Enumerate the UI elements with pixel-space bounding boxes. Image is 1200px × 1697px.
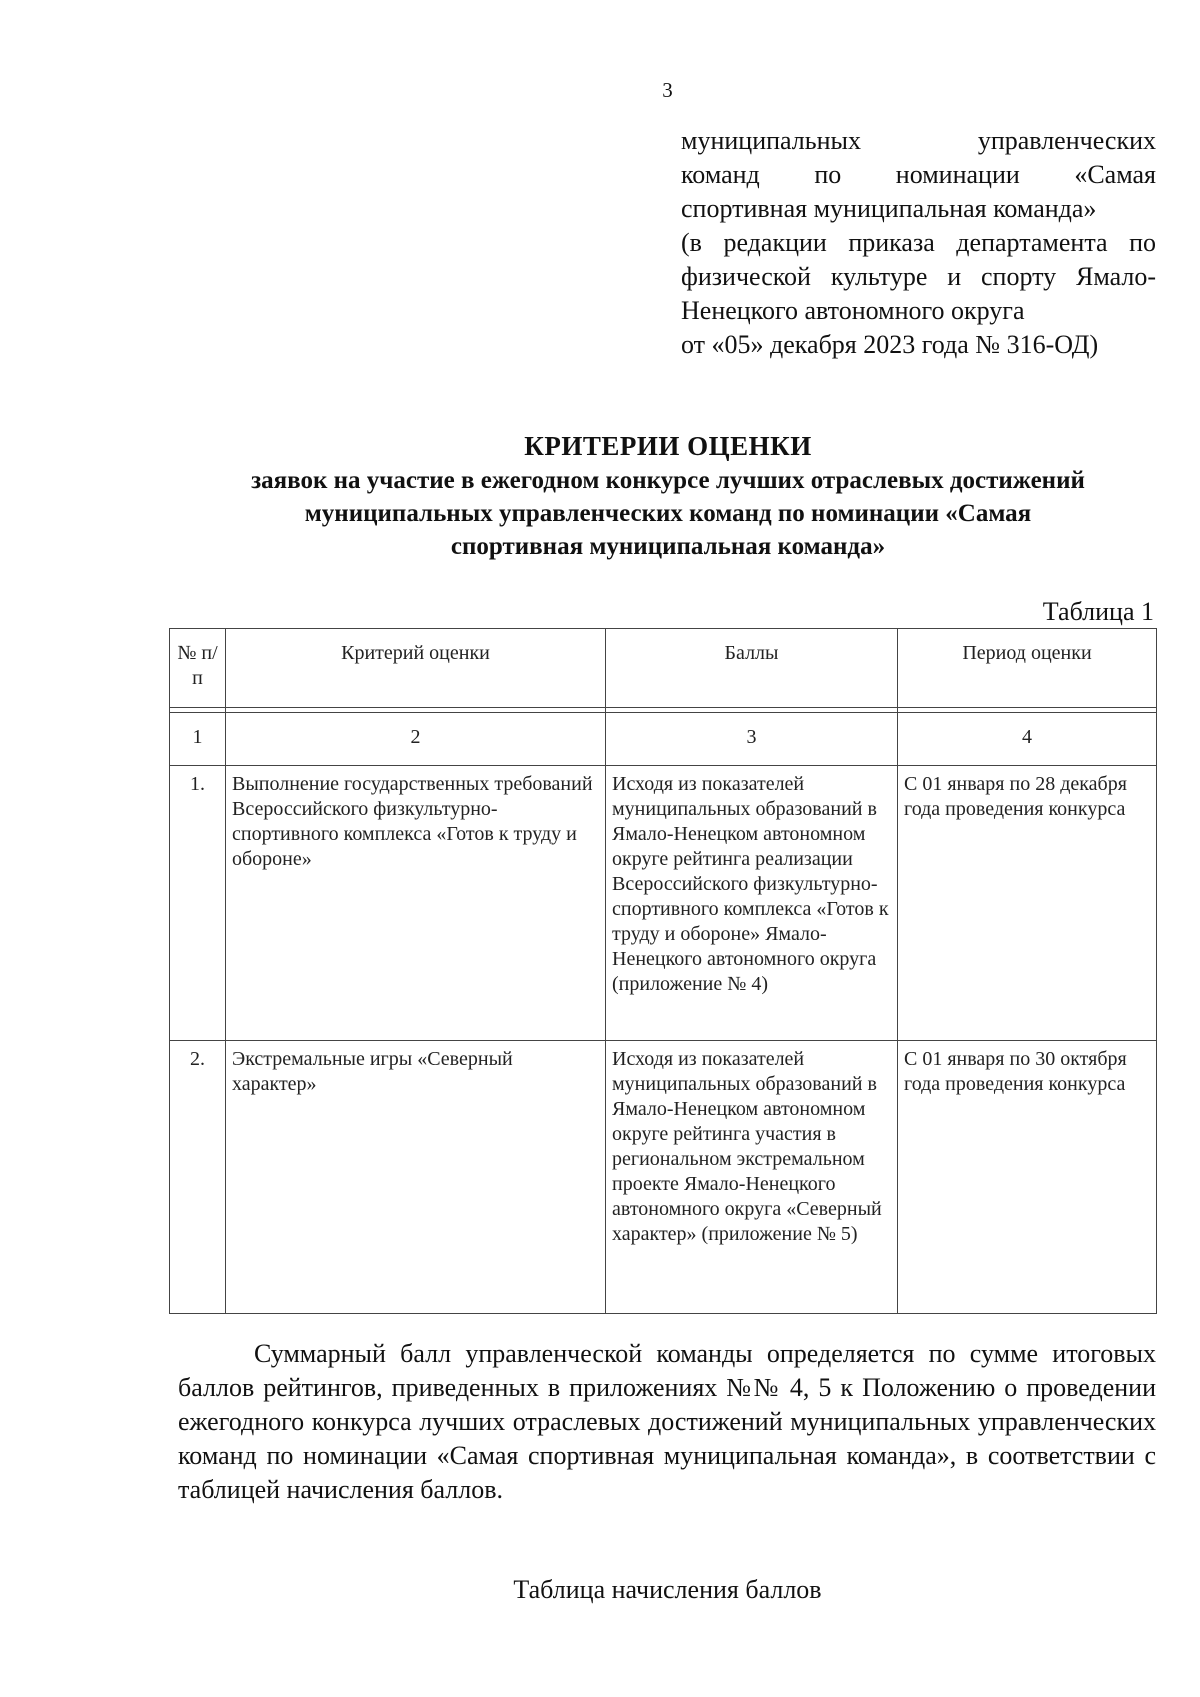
page-number: 3 — [662, 78, 673, 102]
column-number-cell: 1 — [170, 713, 226, 766]
points-table-label: Таблица начисления баллов — [513, 1575, 822, 1604]
header-cell-period: Период оценки — [898, 629, 1157, 708]
points-cell: Исходя из показателей муниципальных образований в Ямало-Ненецком автономном округе рейтинга участия в региональном экстремальном проекте Ямало-Ненецкого автономного округа «Северный характер» (приложение № 5) — [606, 1041, 898, 1314]
row-number-cell: 2. — [170, 1041, 226, 1314]
approval-line: Ненецкого автономного округа — [681, 296, 1025, 325]
table-label: Таблица 1 — [1042, 597, 1154, 626]
title-sub-line: заявок на участие в ежегодном конкурсе лучших отраслевых достижений — [251, 467, 1085, 494]
approval-line: от «05» декабря 2023 года № 316-ОД) — [681, 330, 1099, 359]
column-number-cell: 3 — [606, 713, 898, 766]
period-cell: С 01 января по 30 октября года проведения конкурса — [898, 1041, 1157, 1314]
column-number-cell: 2 — [226, 713, 606, 766]
header-cell-criterion: Критерий оценки — [226, 629, 606, 708]
criteria-table — [169, 628, 1157, 1314]
title-main: КРИТЕРИИ ОЦЕНКИ — [524, 431, 812, 461]
approval-line: (в редакции приказа департамента по — [681, 228, 1156, 257]
column-number-cell: 4 — [898, 713, 1157, 766]
criterion-cell: Выполнение государственных требований Всероссийского физкультурно-спортивного комплекса «Готов к труду и обороне» — [226, 766, 606, 1041]
table-header-row — [170, 629, 1157, 708]
approval-line: муниципальных управленческих — [681, 126, 1156, 155]
document-title — [150, 428, 1186, 563]
period-cell: С 01 января по 28 декабря года проведения конкурса — [898, 766, 1157, 1041]
approval-line: команд по номинации «Самая — [681, 160, 1156, 189]
criterion-cell: Экстремальные игры «Северный характер» — [226, 1041, 606, 1314]
approval-block — [681, 124, 1156, 362]
approval-line: физической культуре и спорту Ямало- — [681, 262, 1156, 291]
title-sub-line: спортивная муниципальная команда» — [450, 533, 886, 560]
points-cell: Исходя из показателей муниципальных образований в Ямало-Ненецком автономном округе рейтинга реализации Всероссийского физкультурно-спортивного комплекса «Готов к труду и обороне» Ямало-Ненецкого автономного округа (приложение № 4) — [606, 766, 898, 1041]
title-sub-line: муниципальных управленческих команд по номинации «Самая — [304, 500, 1032, 527]
row-number-cell: 1. — [170, 766, 226, 1041]
table-row — [170, 766, 1157, 1041]
column-number-row — [170, 713, 1157, 766]
header-cell-number: № п/п — [170, 629, 226, 708]
header-cell-points: Баллы — [606, 629, 898, 708]
table-row — [170, 1041, 1157, 1314]
approval-line: спортивная муниципальная команда» — [681, 194, 1097, 223]
summary-paragraph: Суммарный балл управленческой команды определяется по сумме итоговых баллов рейтингов, приведенных в приложениях №№ 4, 5 к Положению о проведении ежегодного конкурса лучших отраслевых достижений муниципальных управленческих команд по номинации «Самая спортивная муниципальная команда», в соответствии с таблицей начисления баллов. — [178, 1339, 1156, 1504]
